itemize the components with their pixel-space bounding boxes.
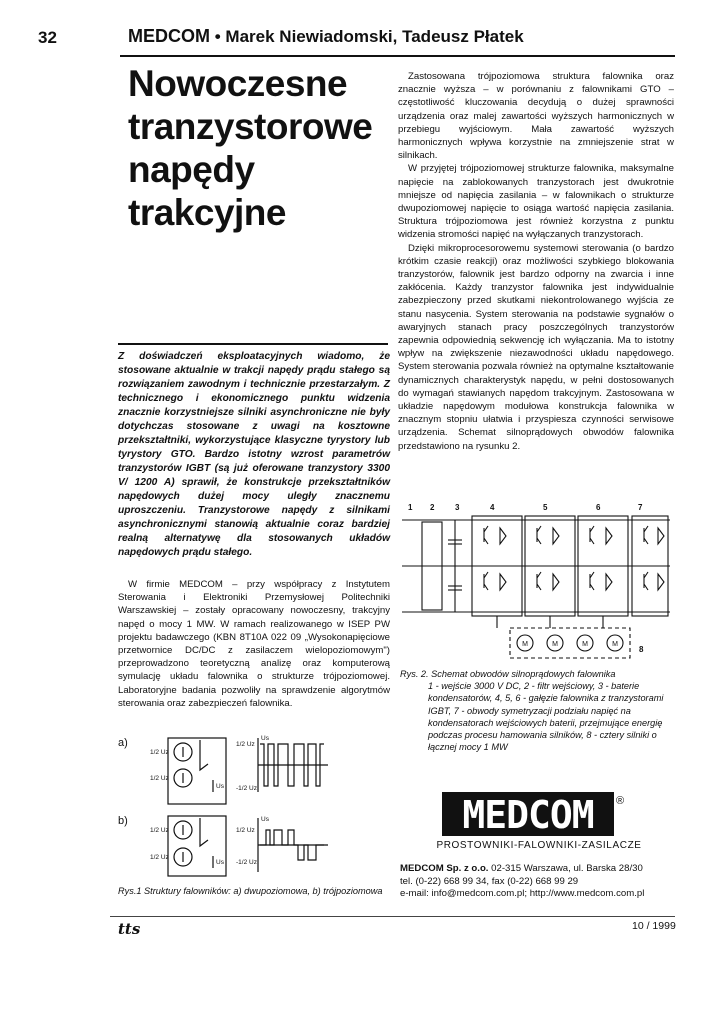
fig1b-label-axis-bottom: -1/2 Uz xyxy=(236,859,257,866)
page-number: 32 xyxy=(38,28,57,47)
fig2-number-7: 7 xyxy=(638,503,643,512)
fig1a-label-axis-top: 1/2 Uz xyxy=(236,741,255,748)
fig2-number-4: 4 xyxy=(490,503,495,512)
fig1b-label-axis-us: Us xyxy=(261,816,269,823)
fig2-number-3: 3 xyxy=(455,503,460,512)
ad-tagline: PROSTOWNIKI-FALOWNIKI-ZASILACZE xyxy=(436,840,642,851)
header-rule xyxy=(120,55,675,57)
fig2-caption-items: 1 - wejście 3000 V DC, 2 - filtr wejściowy, 3 - baterie kondensatorów, 4, 5, 6 - gałęzie falownika z tranzystorami IGBT, 7 - obwody symetryzacji podziału napięć na kondensatorach wejściowych baterii, przejmujące energię podczas procesu hamowania silników, 8 - cztery silniki o łącznej mocy 1 MW xyxy=(428,681,664,753)
article-title xyxy=(128,62,398,234)
fig1b-label-half-uz-bottom: 1/2 Uz xyxy=(150,854,169,861)
fig1b-switch xyxy=(200,818,208,846)
fig1a-label-axis-bottom: -1/2 Uz xyxy=(236,785,257,792)
fig1-caption: Rys.1 Struktury falowników: a) dwupoziomowa, b) trójpoziomowa xyxy=(118,886,383,896)
lead-rule xyxy=(118,343,388,345)
body-paragraph-left: W firmie MEDCOM – przy współpracy z Instytutem Sterowania i Elektroniki Przemysłowej Politechniki Warszawskiej – zostały opracowany nowoczesny, trakcyjny napęd o mocy 1 MW. W ramach realizowanego w ISEP PW projektu badawczego (KBN 8T10A 022 09 „Wysokonapięciowe przetwornice DC/DC z zasilaczem wielopoziomowym") przeprowadzono teoretyczną analizę oraz komputerową symulację układu falownika o strukturze trójpoziomowej. Laboratoryjne badania pozwoliły na sprawdzenie algorytmów sterowania oraz zabezpieczeń falownika. xyxy=(118,579,390,709)
title-line: napędy trakcyjne xyxy=(128,149,286,233)
fig2-motor-4-symbol: M xyxy=(612,641,618,648)
fig1a-label-axis-us: Us xyxy=(261,735,269,742)
ad-address: 02-315 Warszawa, ul. Barska 28/30 xyxy=(491,863,643,874)
fig2-caption-title: Rys. 2. Schemat obwodów silnoprądowych falownika xyxy=(400,669,616,679)
body-paragraph: W przyjętej trójpoziomowej strukturze falownika, maksymalne napięcie na zablokowanych tranzystorach jest dwukrotnie mniejsze od napięcia zasilania – w falownikach o strukturze dwupoziomowej napięcie to osiąga wartość napięcia zasilania. Struktura trójpoziomowa jest również korzystna z punktu widzenia stromości napięć na wyłączanych tranzystorach. xyxy=(398,163,674,241)
ad-web: e-mail: info@medcom.com.pl; http://www.medcom.com.pl xyxy=(400,888,645,899)
running-header xyxy=(128,26,524,47)
fig1-diagram xyxy=(138,730,393,880)
title-line: Nowoczesne xyxy=(128,63,348,104)
ad-contact xyxy=(400,863,680,901)
fig2-number-6: 6 xyxy=(596,503,601,512)
fig1a-label-half-uz-top: 1/2 Uz xyxy=(150,749,169,756)
fig2-igbt-symbols xyxy=(484,526,664,590)
ad-phone: tel. (0-22) 668 99 34, fax (0-22) 668 99 29 xyxy=(400,875,579,887)
fig2-number-1: 1 xyxy=(408,503,413,512)
fig2-caption xyxy=(400,668,672,753)
fig1b-frame xyxy=(168,816,226,876)
medcom-logo xyxy=(442,792,614,836)
authors: Marek Niewiadomski, Tadeusz Płatek xyxy=(225,27,524,46)
registered-mark: ® xyxy=(616,795,625,807)
magazine-name: MEDCOM xyxy=(128,26,210,46)
fig1a-label-half-uz-bottom: 1/2 Uz xyxy=(150,775,169,782)
issue-number: 10 / 1999 xyxy=(632,920,676,932)
fig1-label-a: a) xyxy=(118,737,128,749)
fig1a-switch xyxy=(200,740,208,770)
medcom-logo-text: MEDCOM xyxy=(462,793,594,836)
fig2-motor-label: 8 xyxy=(639,645,644,654)
footer-rule xyxy=(110,916,675,917)
right-column xyxy=(398,70,674,453)
fig2-schematic xyxy=(400,500,675,665)
fig1b-label-half-uz-top: 1/2 Uz xyxy=(150,827,169,834)
body-paragraph: Dzięki mikroprocesorowemu systemowi sterowania (o bardzo krótkim czasie reakcji) oraz możliwości szybkiego blokowania tranzystorów, falownik jest bardzo odporny na zwarcia i inne zakłócenia. Każdy tranzystor falownika jest indywidualnie zabezpieczony przed skutkami niekontrolowanego wyjścia ze stanu nasycenia. System sterowania na podstawie sygnałów o awaryjnych stanach pracy poszczególnych tranzystorów zapewnia odpowiednią sekwencję ich wyłączania. Ma to istotny wpływ na zwiększenie niezawodności układu napędowego. System sterowania pozwala również na optymalne kształtowanie dynamicznych charakterystyk napędu, w pełni dostosowanych do wymagań stawianych napędom trakcyjnym. Zastosowana w układzie napędowym modułowa konstrukcja falownika w znacznym stopniu ułatwia i przyspiesza czynności serwisowe urządzenia. Schemat silnoprądowych obwodów falownika przedstawiono na rysunku 2. xyxy=(398,242,674,452)
fig2-number-5: 5 xyxy=(543,503,548,512)
fig1b-label-axis-top: 1/2 Uz xyxy=(236,827,255,834)
fig2-number-2: 2 xyxy=(430,503,435,512)
header-bullet: • xyxy=(214,27,221,46)
ad-company: MEDCOM Sp. z o.o. xyxy=(400,863,489,874)
title-line: tranzystorowe xyxy=(128,106,373,147)
fig1a-label-us: Us xyxy=(216,783,224,790)
fig2-motor-2-symbol: M xyxy=(552,641,558,648)
fig2-motor-3-symbol: M xyxy=(582,641,588,648)
footer-logo: tts xyxy=(118,920,141,938)
body-paragraph: Zastosowana trójpoziomowa struktura falownika oraz znacznie wyższa – w porównaniu z falownikami GTO – częstotliwość kluczowania decydują o dużej sprawności urządzenia oraz malej zawartości wyższych harmonicznych w przebiegu wyjściowym. Mała zawartość wyższych harmonicznych wpływa korzystnie na zmniejszenie strat w silnikach. xyxy=(398,71,674,162)
fig1-label-b: b) xyxy=(118,815,128,827)
lead-paragraph: Z doświadczeń eksploatacyjnych wiadomo, że stosowane aktualnie w trakcji napędy prądu stałego są rozwiązaniem zawodnym i technicznie przestarzałym. Z technicznego i ekonomicznego punktu widzenia znacznie korzystniejsze silniki asynchroniczne nie były dotychczas stosowane z uwagi na kosztowne przekształtniki, wykorzystujące klasyczne tyrystory lub tyrystory GTO. Bardzo istotny wzrost parametrów tranzystorów IGBT (są już oferowane tranzystory 3300 V/ 1200 A) sprawił, że konstrukcje przekształtników napędowych dużej mocy uległy znacznemu uproszczeniu. Tranzystorowe napędy z silnikami asynchronicznymi stanowią aktualnie coraz bardziej realną alternatywę dla stosowanych układów napędowych prądu stałego. xyxy=(118,351,390,558)
fig2-motor-1-symbol: M xyxy=(522,641,528,648)
fig1b-label-us: Us xyxy=(216,859,224,866)
